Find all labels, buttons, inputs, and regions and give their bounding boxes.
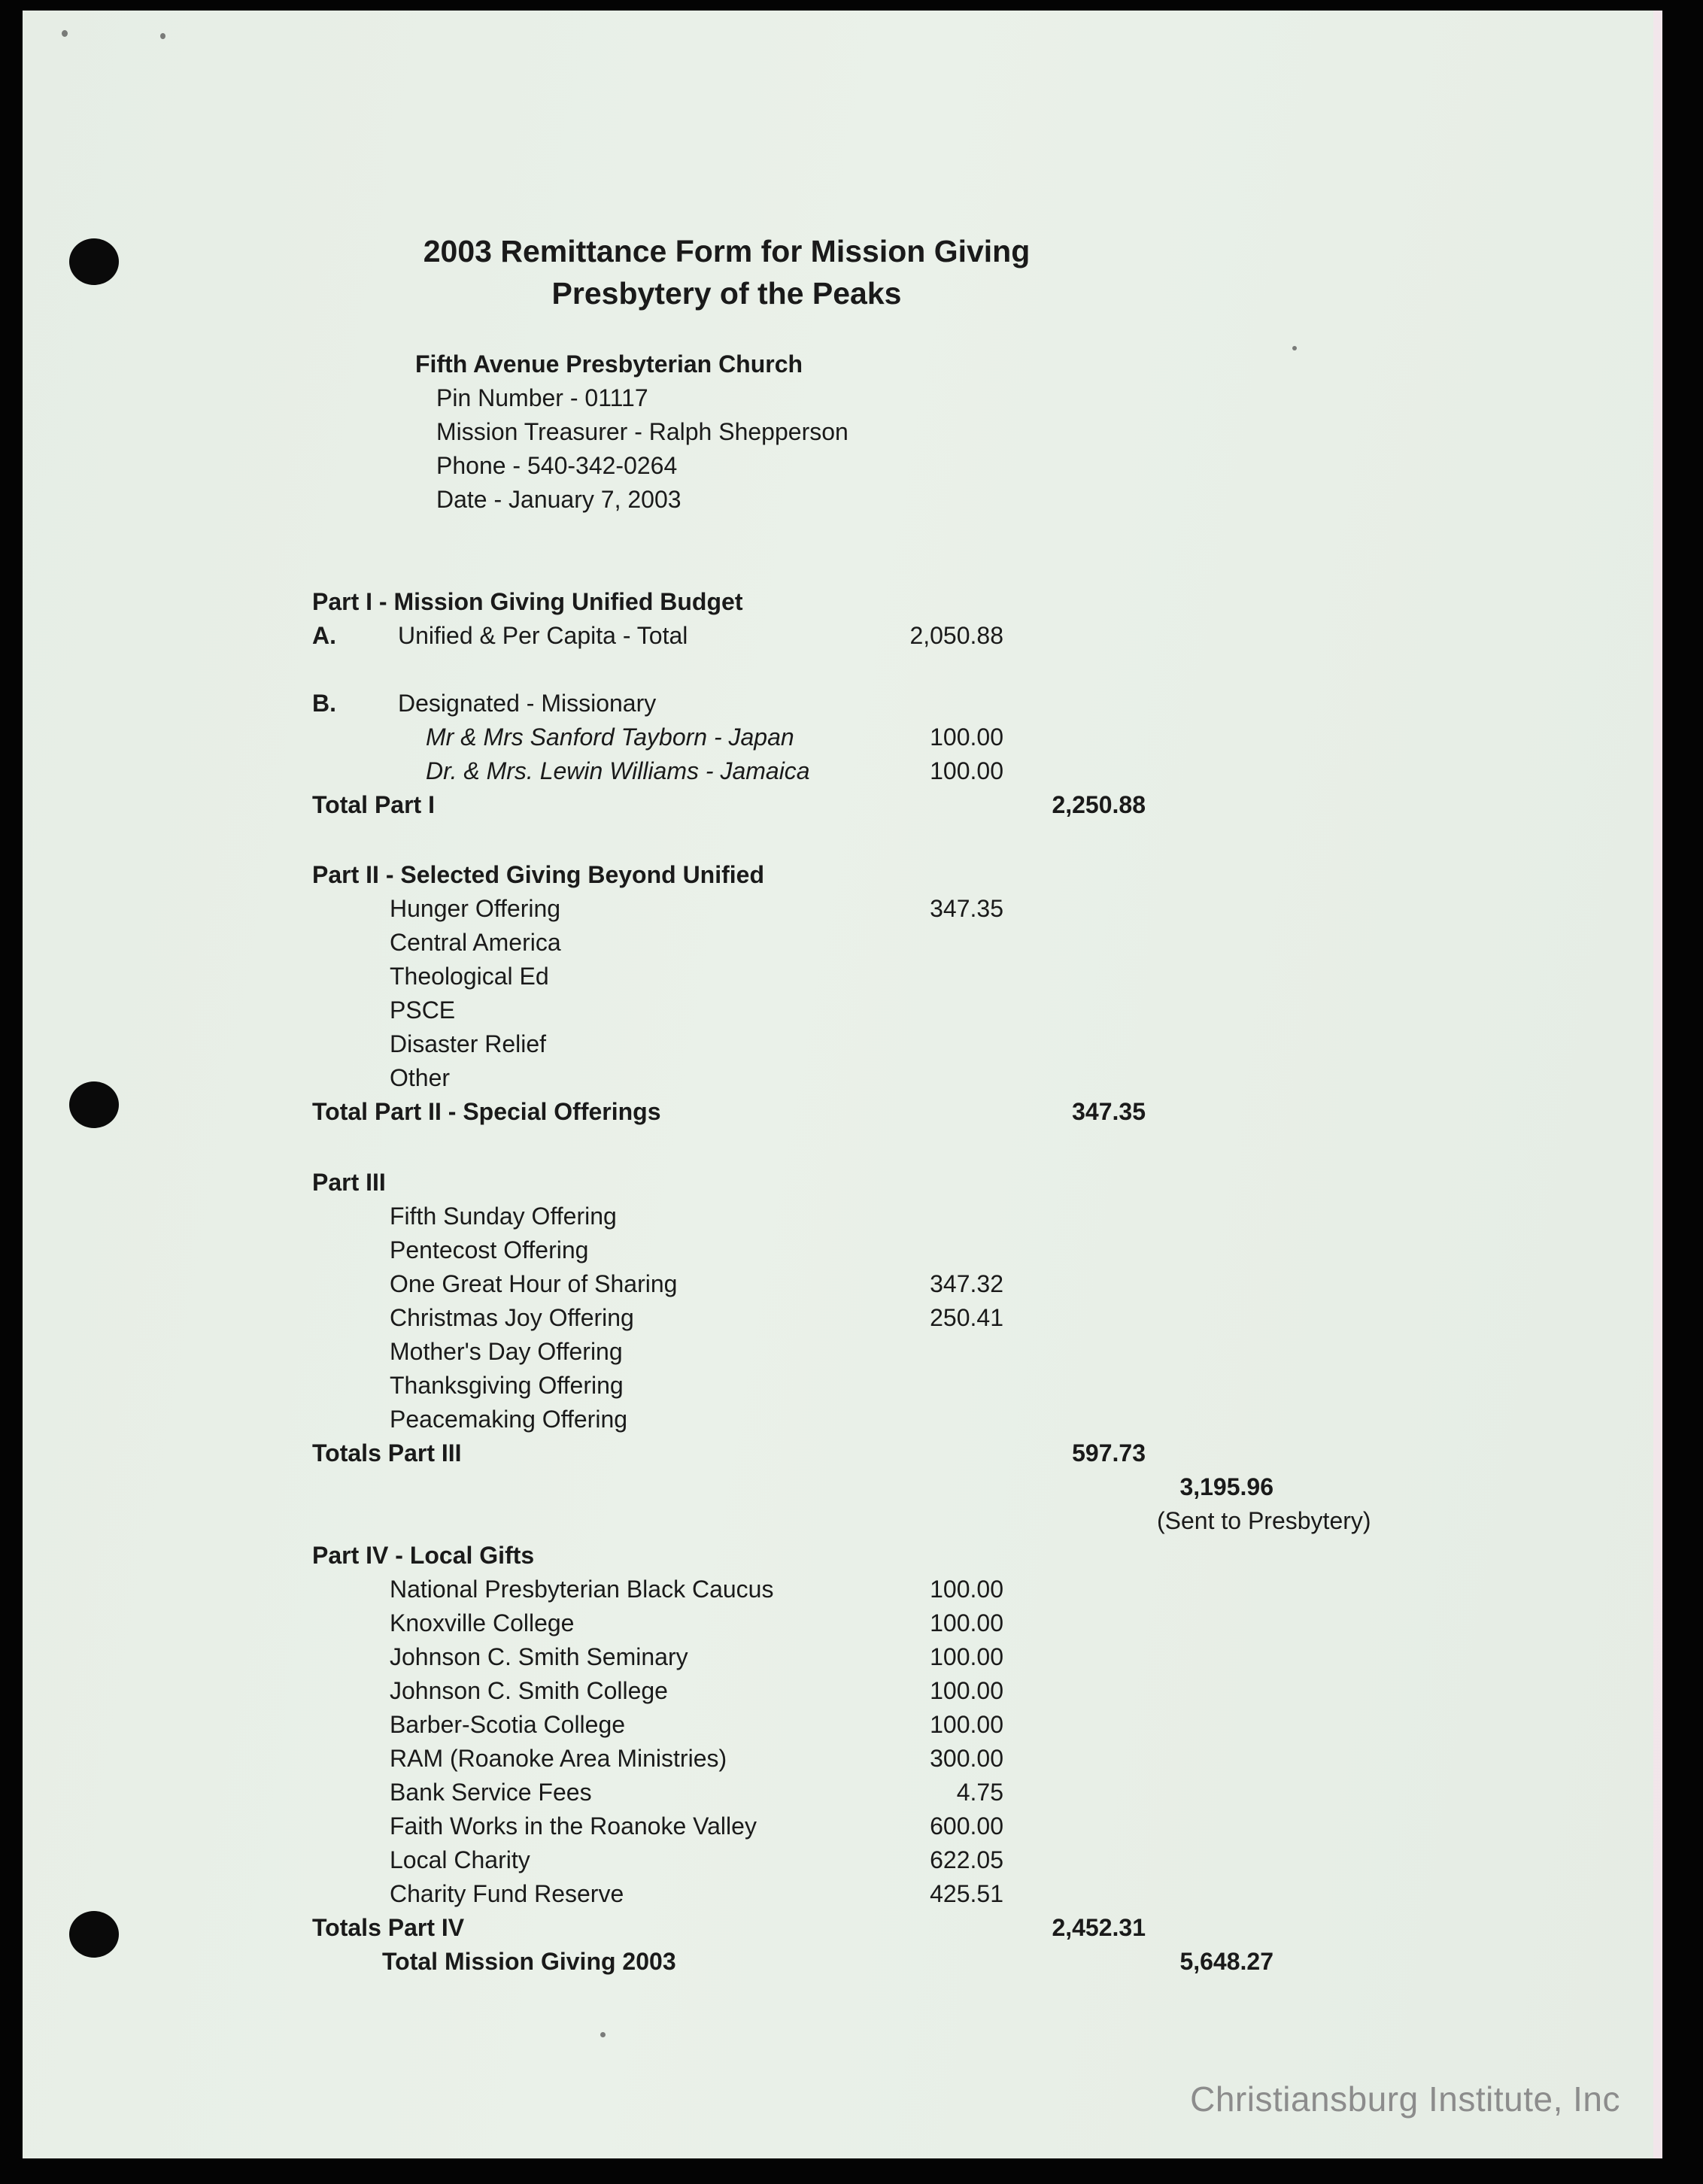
item-amount: 100.00 [930,1643,1003,1670]
item-label: Thanksgiving Offering [390,1372,624,1399]
title-line-2: Presbytery of the Peaks [551,276,902,311]
item-label: Knoxville College [390,1609,575,1636]
line-item [23,1674,1662,1708]
total-row [23,1095,1662,1129]
total-row [23,1911,1662,1945]
line-item [23,892,1662,926]
total-label: Totals Part III [312,1439,462,1467]
item-label: Mother's Day Offering [390,1338,623,1365]
item-label: Disaster Relief [390,1030,547,1057]
line-item [23,1403,1662,1436]
sent-amount-row [23,1470,1662,1504]
missionary-label: Mr & Mrs Sanford Tayborn - Japan [426,723,794,751]
item-amount: 100.00 [930,1711,1003,1738]
item-label: Local Charity [390,1846,530,1873]
line-item [23,960,1662,993]
item-label: Designated - Missionary [398,690,657,717]
total-row [23,788,1662,822]
scan-speck [160,33,165,39]
line-item [23,1200,1662,1233]
line-item [23,926,1662,960]
part-3-heading: Part III [312,1169,386,1196]
part-1-heading: Part I - Mission Giving Unified Budget [312,588,743,615]
line-item [23,720,1662,754]
item-label: Pentecost Offering [390,1236,589,1263]
line-item [23,1606,1662,1640]
item-label: Peacemaking Offering [390,1406,628,1433]
title-line-1: 2003 Remittance Form for Mission Giving [423,234,1031,268]
watermark: Christiansburg Institute, Inc [1190,2079,1620,2119]
grand-total-row [23,1945,1662,1979]
item-label: Hunger Offering [390,895,561,922]
item-label: Faith Works in the Roanoke Valley [390,1812,757,1840]
item-label: Barber-Scotia College [390,1711,626,1738]
item-label: One Great Hour of Sharing [390,1270,678,1297]
item-amount: 347.32 [930,1270,1003,1297]
form-date: Date - January 7, 2003 [436,486,682,513]
line-item [23,1027,1662,1061]
line-item [23,754,1662,788]
mission-treasurer: Mission Treasurer - Ralph Shepperson [436,418,848,445]
item-label: Johnson C. Smith College [390,1677,668,1704]
item-amount: 300.00 [930,1745,1003,1772]
total-amount: 2,250.88 [1052,791,1146,818]
line-item [23,1267,1662,1301]
church-info-block [23,347,1662,517]
line-item [23,1877,1662,1911]
part-1-section [23,585,1662,822]
line-item [23,1843,1662,1877]
sent-to-presbytery-amount: 3,195.96 [1179,1473,1273,1500]
item-label: Other [390,1064,451,1091]
item-amount: 2,050.88 [909,622,1003,649]
sent-to-presbytery-note: (Sent to Presbytery) [1157,1507,1371,1534]
item-amount: 250.41 [930,1304,1003,1331]
missionary-label: Dr. & Mrs. Lewin Williams - Jamaica [426,757,810,784]
spacer-row [23,653,1662,687]
item-label: PSCE [390,996,456,1024]
total-amount: 597.73 [1072,1439,1146,1467]
item-amount: 622.05 [930,1846,1003,1873]
item-label: RAM (Roanoke Area Ministries) [390,1745,727,1772]
line-item [23,1809,1662,1843]
item-amount: 100.00 [930,1609,1003,1636]
line-item [23,1335,1662,1369]
line-item [23,1369,1662,1403]
line-item [23,687,1662,720]
church-name: Fifth Avenue Presbyterian Church [415,350,803,378]
pin-number: Pin Number - 01117 [436,384,648,411]
item-letter: B. [312,690,336,717]
total-amount: 2,452.31 [1052,1914,1146,1941]
scan-speck [62,30,68,37]
line-item [23,1061,1662,1095]
part-2-heading: Part II - Selected Giving Beyond Unified [312,861,764,888]
line-item [23,1301,1662,1335]
item-label: Central America [390,929,561,956]
grand-total-amount: 5,648.27 [1179,1948,1273,1975]
line-item [23,1573,1662,1606]
part-2-section [23,858,1662,1129]
item-amount: 600.00 [930,1812,1003,1840]
part-4-section [23,1539,1662,1979]
grand-total-label: Total Mission Giving 2003 [382,1948,676,1975]
item-label: Charity Fund Reserve [390,1880,624,1907]
line-item [23,1233,1662,1267]
line-item [23,993,1662,1027]
line-item [23,1742,1662,1776]
part-4-heading: Part IV - Local Gifts [312,1542,535,1569]
scan-speck [600,2032,606,2037]
item-amount: 347.35 [930,895,1003,922]
item-label: National Presbyterian Black Caucus [390,1576,774,1603]
part-3-section [23,1166,1662,1538]
item-label: Unified & Per Capita - Total [398,622,688,649]
total-label: Totals Part IV [312,1914,465,1941]
item-label: Bank Service Fees [390,1779,592,1806]
phone-number: Phone - 540-342-0264 [436,452,678,479]
item-amount: 100.00 [930,723,1003,751]
line-item [23,1640,1662,1674]
item-amount: 100.00 [930,757,1003,784]
item-label: Theological Ed [390,963,549,990]
total-amount: 347.35 [1072,1098,1146,1125]
scanned-page [23,11,1662,2158]
sent-note-row [23,1504,1662,1538]
line-item [23,1776,1662,1809]
total-row [23,1436,1662,1470]
item-letter: A. [312,622,336,649]
total-label: Total Part I [312,791,435,818]
item-amount: 100.00 [930,1576,1003,1603]
item-amount: 4.75 [956,1779,1003,1806]
item-label: Johnson C. Smith Seminary [390,1643,688,1670]
line-item [23,1708,1662,1742]
item-label: Fifth Sunday Offering [390,1203,617,1230]
document-title [23,230,1431,314]
item-label: Christmas Joy Offering [390,1304,634,1331]
line-item [23,619,1662,653]
item-amount: 100.00 [930,1677,1003,1704]
item-amount: 425.51 [930,1880,1003,1907]
total-label: Total Part II - Special Offerings [312,1098,661,1125]
